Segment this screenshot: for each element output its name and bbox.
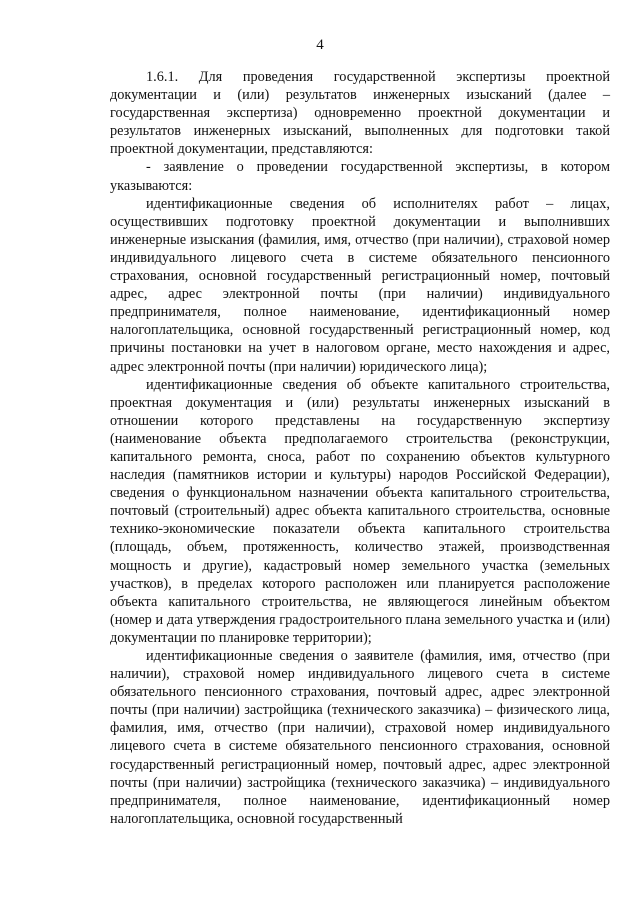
paragraph-capital-object-info: идентификационные сведения об объекте капитального строительства, проектная документация и (или) результаты инженерных изысканий в отношении которого представлены на государственную экспертизу (наименование объекта предполагаемого строительства (реконструкции, капитального ремонта, сноса, работ по сохранению объектов культурного наследия (памятников истории и культуры) народов Российской Федерации), сведения о функциональном назначении объекта капитального строительства, почтовый (строительный) адрес объекта капитального строительства, основные технико-экономические показатели объекта капитального строительства (площадь, объем, протяженность, количество этажей, производственная мощность и другие), кадастровый номер земельного участка (земельных участков), в пределах которого расположен или планируется расположение объекта капитального строительства, не являющегося линейным объектом (номер и дата утверждения градостроительного плана земельного участка и (или) документации по планировке территории); bbox=[110, 376, 610, 646]
paragraph-executors-info: идентификационные сведения об исполнителях работ – лицах, осуществивших подготовку проектной документации и выполнивших инженерные изыскания (фамилия, имя, отчество (при наличии), страховой номер индивидуального лицевого счета в системе обязательного пенсионного страхования, основной государственный регистрационный номер, почтовый адрес, адрес электронной почты (при наличии) индивидуального предпринимателя, полное наименование, идентификационный номер налогоплательщика, основной государственный регистрационный номер, код причины постановки на учет в налоговом органе, место нахождения и адрес, адрес электронной почты (при наличии) юридического лица); bbox=[110, 195, 610, 375]
paragraph-section-1-6-1: 1.6.1. Для проведения государственной экспертизы проектной документации и (или) результатов инженерных изысканий (далее – государственная экспертиза) одновременно проектной документации и результатов инженерных изысканий, выполненных для подготовки такой проектной документации, представляются: bbox=[110, 69, 610, 158]
paragraph-applicant-info: идентификационные сведения о заявителе (фамилия, имя, отчество (при наличии), страховой номер индивидуального лицевого счета в системе обязательного пенсионного страхования, почтовый адрес, адрес электронной почты (при наличии) застройщика (технического заказчика) – физического лица, фамилия, имя, отчество (при наличии), страховой номер индивидуального лицевого счета в системе обязательного пенсионного страхования, основной государственный регистрационный номер, почтовый адрес, адрес электронной почты (при наличии) застройщика (технического заказчика) – индивидуального предпринимателя, полное наименование, идентификационный номер налогоплательщика, основной государственный bbox=[110, 648, 610, 827]
page-number: 4 bbox=[316, 37, 324, 53]
paragraph-application-statement: - заявление о проведении государственной экспертизы, в котором указываются: bbox=[110, 159, 610, 194]
document-body bbox=[110, 68, 610, 828]
